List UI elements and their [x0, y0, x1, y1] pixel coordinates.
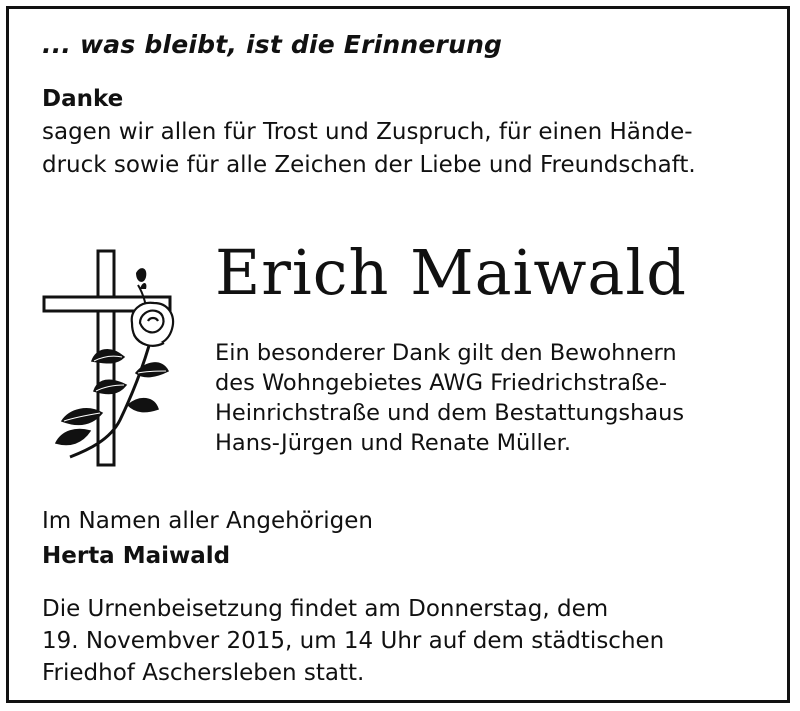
special-thanks-line: Hans-Jürgen und Renate Müller.: [215, 430, 571, 456]
headline: ... was bleibt, ist die Erinnerung: [42, 30, 503, 59]
family-intro: Im Namen aller Angehörigen: [42, 508, 373, 534]
cross-with-rose-icon: [40, 245, 180, 470]
thanks-text: [42, 116, 772, 182]
burial-line: Friedhof Aschersleben statt.: [42, 660, 365, 686]
deceased-name: Erich Maiwald: [215, 236, 687, 309]
thanks-title: Danke: [42, 86, 124, 112]
special-thanks-line: Ein besonderer Dank gilt den Bewohnern: [215, 340, 677, 366]
burial-info: [42, 593, 762, 689]
special-thanks: [215, 338, 775, 458]
thanks-line: druck sowie für alle Zeichen der Liebe und Freundschaft.: [42, 152, 696, 178]
burial-line: 19. Novembver 2015, um 14 Uhr auf dem städtischen: [42, 628, 665, 654]
burial-line: Die Urnenbeisetzung findet am Donnerstag, dem: [42, 596, 609, 622]
special-thanks-line: des Wohngebietes AWG Friedrichstraße-: [215, 370, 668, 396]
family-signature-name: Herta Maiwald: [42, 543, 231, 569]
thanks-line: sagen wir allen für Trost und Zuspruch, für einen Hände-: [42, 119, 693, 145]
special-thanks-line: Heinrichstraße und dem Bestattungshaus: [215, 400, 685, 426]
